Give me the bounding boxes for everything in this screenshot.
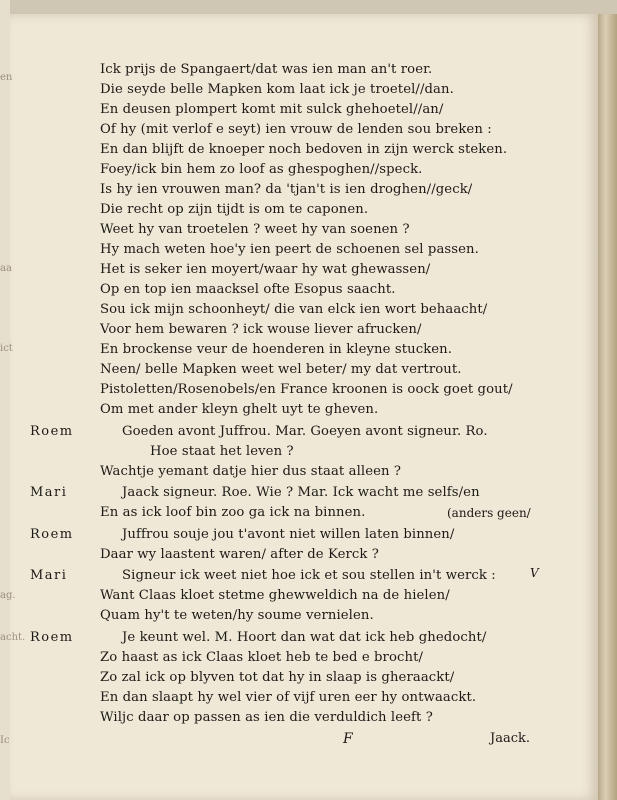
verse-line: Om met ander kleyn ghelt uyt te gheven. xyxy=(100,402,379,417)
margin-bleed: ag. xyxy=(0,590,16,601)
margin-bleed: Ic xyxy=(0,735,10,746)
verse-line: Pistoletten/Rosenobels/en France kroonen is oock goet gout/ xyxy=(100,382,513,397)
verse-line: Goeden avont Juffrou. Mar. Goeyen avont signeur. Ro. xyxy=(122,424,488,439)
signature-mark: F xyxy=(343,731,353,747)
speaker-label: Mari xyxy=(30,568,68,583)
verse-line: Signeur ick weet niet hoe ick et sou stellen in't werck : xyxy=(122,568,496,583)
margin-bleed: ict xyxy=(0,343,13,354)
verse-line: Ick prijs de Spangaert/dat was ien man an't roer. xyxy=(100,62,433,77)
verse-line: Wiljc daar op passen as ien die verduldich leeft ? xyxy=(100,710,433,725)
verse-line: Die seyde belle Mapken kom laat ick je troetel//dan. xyxy=(100,82,454,97)
speaker-label: Mari xyxy=(30,485,68,500)
verse-line: Weet hy van troetelen ? weet hy van soenen ? xyxy=(100,222,410,237)
verse-line: Het is seker ien moyert/waar hy wat ghewassen/ xyxy=(100,262,431,277)
verse-line: Neen/ belle Mapken weet wel beter/ my dat vertrout. xyxy=(100,362,462,377)
verse-line: Want Claas kloet stetme ghewweldich na de hielen/ xyxy=(100,588,450,603)
catchword: Jaack. xyxy=(490,731,531,746)
verse-line: Die recht op zijn tijdt is om te caponen. xyxy=(100,202,369,217)
verse-line: Daar wy laastent waren/ after de Kerck ? xyxy=(100,547,379,562)
speaker-label: Roem xyxy=(30,630,74,645)
verse-line: En as ick loof bin zoo ga ick na binnen. xyxy=(100,505,366,520)
verse-line: Of hy (mit verlof e seyt) ien vrouw de lenden sou breken : xyxy=(100,122,492,137)
verse-line: En dan slaapt hy wel vier of vijf uren eer hy ontwaackt. xyxy=(100,690,477,705)
verse-line: Op en top ien maacksel ofte Esopus saacht. xyxy=(100,282,396,297)
verse-line: Zo zal ick op blyven tot dat hy in slaap is gheraackt/ xyxy=(100,670,455,685)
hanging-annotation: (anders geen/ xyxy=(447,506,531,520)
margin-bleed: acht. xyxy=(0,632,26,643)
verse-line: Hoe staat het leven ? xyxy=(150,444,294,459)
speaker-label: Roem xyxy=(30,527,74,542)
verse-line: Voor hem bewaren ? ick wouse liever afrucken/ xyxy=(100,322,422,337)
margin-bleed: aa xyxy=(0,263,12,274)
speaker-label: Roem xyxy=(30,424,74,439)
verse-line: Hy mach weten hoe'y ien peert de schoenen sel passen. xyxy=(100,242,479,257)
verse-line: Juffrou souje jou t'avont niet willen laten binnen/ xyxy=(122,527,455,542)
verse-line: Foey/ick bin hem zo loof as ghespoghen//speck. xyxy=(100,162,423,177)
verse-line: En brockense veur de hoenderen in kleyne stucken. xyxy=(100,342,453,357)
verse-line: Sou ick mijn schoonheyt/ die van elck ien wort behaacht/ xyxy=(100,302,488,317)
verse-line: Quam hy't te weten/hy soume vernielen. xyxy=(100,608,374,623)
verse-line: Is hy ien vrouwen man? da 'tjan't is ien droghen//geck/ xyxy=(100,182,473,197)
verse-line: Zo haast as ick Claas kloet heb te bed e brocht/ xyxy=(100,650,424,665)
verse-line: Wachtje yemant datje hier dus staat alleen ? xyxy=(100,464,402,479)
page-edge xyxy=(598,14,617,800)
margin-bleed: en xyxy=(0,72,13,83)
verse-line: En deusen plompert komt mit sulck ghehoetel//an/ xyxy=(100,102,444,117)
verse-line: Je keunt wel. M. Hoort dan wat dat ick heb ghedocht/ xyxy=(122,630,487,645)
verse-line: En dan blijft de knoeper noch bedoven in zijn werck steken. xyxy=(100,142,508,157)
verse-line: Jaack signeur. Roe. Wie ? Mar. Ick wacht me selfs/en xyxy=(122,485,480,500)
margin-mark: V xyxy=(530,566,539,580)
